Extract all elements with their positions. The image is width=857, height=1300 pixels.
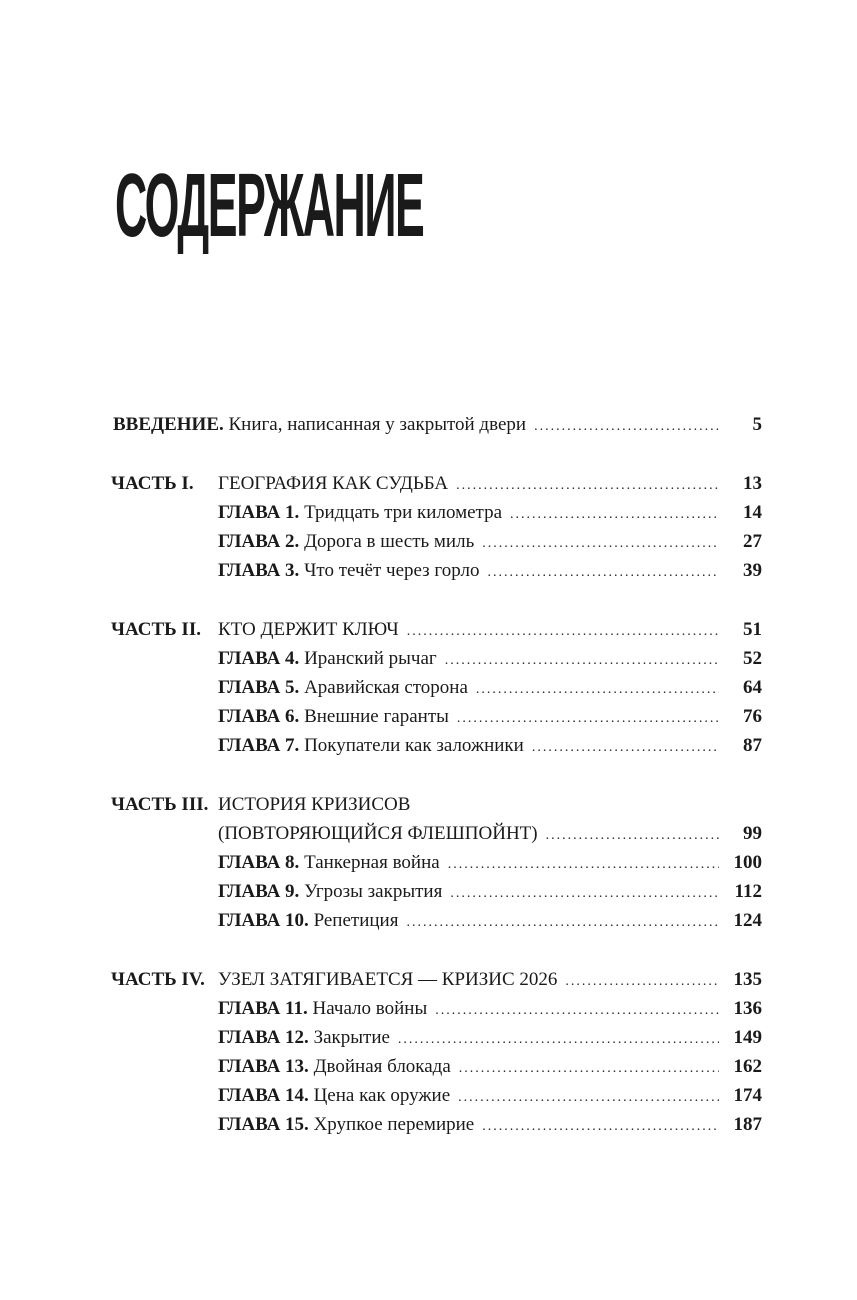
toc-row [0, 848, 857, 877]
entry-title: Аравийская сторона [304, 677, 468, 698]
toc-entry [218, 1081, 719, 1112]
entry-title: Книга, написанная у закрытой двери [228, 414, 527, 435]
toc-row [0, 994, 857, 1023]
dot-leader [482, 529, 719, 558]
toc-row [0, 1081, 857, 1110]
chapter-label: ГЛАВА 15. [218, 1114, 309, 1135]
chapter-label: ГЛАВА 7. [218, 735, 300, 756]
page-number: 112 [734, 881, 762, 902]
page-number: 99 [743, 823, 762, 844]
toc-entry [218, 906, 719, 937]
toc-row [0, 673, 857, 702]
dot-leader [398, 1025, 719, 1054]
toc-row [0, 1110, 857, 1139]
chapter-label: ГЛАВА 14. [218, 1085, 309, 1106]
entry-title: (ПОВТОРЯЮЩИЙСЯ ФЛЕШПОЙНТ) [218, 823, 538, 844]
toc-row [0, 556, 857, 585]
toc-entry [218, 702, 719, 733]
entry-text [218, 848, 448, 877]
entry-text [218, 673, 476, 702]
dot-leader [445, 646, 719, 675]
toc-row [0, 498, 857, 527]
entry-text [218, 819, 546, 848]
page-number: 64 [743, 677, 762, 698]
chapter-label: ГЛАВА 12. [218, 1027, 309, 1048]
dot-leader [448, 850, 719, 879]
dot-leader [482, 1112, 719, 1141]
entry-title: ИСТОРИЯ КРИЗИСОВ [218, 794, 411, 815]
entry-text [218, 1110, 482, 1139]
page-number: 13 [743, 473, 762, 494]
dot-leader [546, 821, 719, 850]
page-number: 187 [733, 1114, 762, 1135]
toc-entry [218, 1110, 719, 1141]
toc-entry [218, 994, 719, 1025]
dot-leader [487, 558, 719, 587]
entry-text [218, 469, 456, 498]
entry-text [218, 965, 565, 994]
toc-row [0, 965, 857, 994]
entry-text [218, 527, 482, 556]
entry-title: ГЕОГРАФИЯ КАК СУДЬБА [218, 473, 449, 494]
dot-leader [534, 412, 719, 441]
entry-title: Репетиция [313, 910, 399, 931]
part-label: ЧАСТЬ I. [111, 473, 194, 494]
toc-row [0, 469, 857, 498]
toc-entry [218, 731, 719, 762]
entry-title: Цена как оружие [313, 1085, 451, 1106]
page-number: 87 [743, 735, 762, 756]
entry-title: Хрупкое перемирие [313, 1114, 475, 1135]
chapter-label: ГЛАВА 11. [218, 998, 308, 1019]
dot-leader [459, 1054, 719, 1083]
dot-leader [407, 617, 719, 646]
entry-text [113, 410, 534, 439]
toc-entry [218, 1023, 719, 1054]
part-label: ЧАСТЬ III. [111, 794, 209, 815]
entry-title: УЗЕЛ ЗАТЯГИВАЕТСЯ — КРИЗИС 2026 [218, 969, 558, 990]
chapter-label: ГЛАВА 4. [218, 648, 300, 669]
entry-text [218, 1023, 398, 1052]
entry-title: Дорога в шесть миль [304, 531, 475, 552]
toc-entry [218, 527, 719, 558]
page-number: 135 [733, 969, 762, 990]
page-number: 162 [733, 1056, 762, 1077]
entry-text [218, 731, 532, 760]
toc-row [0, 1052, 857, 1081]
toc-entry [218, 644, 719, 675]
toc-entry [218, 790, 719, 819]
chapter-label: ВВЕДЕНИЕ. [113, 414, 224, 435]
toc-entry [218, 965, 719, 996]
toc-row [0, 410, 857, 439]
page-number: 174 [733, 1085, 762, 1106]
dot-leader [457, 704, 719, 733]
chapter-label: ГЛАВА 9. [218, 881, 300, 902]
page-number: 14 [743, 502, 762, 523]
chapter-label: ГЛАВА 2. [218, 531, 300, 552]
toc-row [0, 731, 857, 760]
entry-title: Закрытие [313, 1027, 390, 1048]
page-number: 27 [743, 531, 762, 552]
toc-entry [218, 848, 719, 879]
toc-row [0, 1023, 857, 1052]
page-number: 76 [743, 706, 762, 727]
dot-leader [565, 967, 719, 996]
entry-text [218, 702, 457, 731]
page-number: 52 [743, 648, 762, 669]
toc-row [0, 527, 857, 556]
page-number: 51 [743, 619, 762, 640]
chapter-label: ГЛАВА 6. [218, 706, 300, 727]
toc-entry [218, 615, 719, 646]
toc-row [0, 819, 857, 848]
page-number: 124 [733, 910, 762, 931]
dot-leader [458, 1083, 719, 1112]
toc-entry [218, 556, 719, 587]
entry-text [218, 1081, 458, 1110]
entry-title: Танкерная война [304, 852, 440, 873]
chapter-label: ГЛАВА 8. [218, 852, 300, 873]
page-number: 5 [752, 414, 762, 435]
page-title: СОДЕРЖАНИЕ [115, 156, 424, 257]
entry-title: Двойная блокада [313, 1056, 451, 1077]
toc-entry [218, 498, 719, 529]
toc-row [0, 702, 857, 731]
entry-text [218, 877, 450, 906]
dot-leader [435, 996, 719, 1025]
dot-leader [510, 500, 719, 529]
entry-title: Покупатели как заложники [304, 735, 524, 756]
toc-entry [218, 877, 719, 908]
part-label: ЧАСТЬ II. [111, 619, 201, 640]
entry-text [218, 498, 510, 527]
dot-leader [456, 471, 719, 500]
chapter-label: ГЛАВА 13. [218, 1056, 309, 1077]
toc-row [0, 644, 857, 673]
part-label: ЧАСТЬ IV. [111, 969, 205, 990]
dot-leader [406, 908, 719, 937]
toc-entry [218, 1052, 719, 1083]
entry-text [218, 906, 406, 935]
page-number: 136 [733, 998, 762, 1019]
toc-entry [218, 819, 719, 850]
entry-text [218, 644, 445, 673]
entry-text [218, 556, 487, 585]
entry-title: Что течёт через горло [304, 560, 480, 581]
entry-text [218, 790, 418, 819]
toc-entry [218, 469, 719, 500]
dot-leader [450, 879, 719, 908]
toc-row [0, 615, 857, 644]
entry-title: КТО ДЕРЖИТ КЛЮЧ [218, 619, 399, 640]
toc-entry [113, 410, 719, 441]
entry-text [218, 1052, 459, 1081]
chapter-label: ГЛАВА 1. [218, 502, 300, 523]
dot-leader [476, 675, 719, 704]
entry-title: Внешние гаранты [304, 706, 449, 727]
page-number: 39 [743, 560, 762, 581]
toc-row [0, 906, 857, 935]
page-number: 149 [733, 1027, 762, 1048]
chapter-label: ГЛАВА 3. [218, 560, 300, 581]
toc-entry [218, 673, 719, 704]
entry-title: Угрозы закрытия [304, 881, 443, 902]
toc-row [0, 877, 857, 906]
entry-text [218, 994, 435, 1023]
page-number: 100 [733, 852, 762, 873]
toc-row [0, 790, 857, 819]
chapter-label: ГЛАВА 5. [218, 677, 300, 698]
dot-leader [532, 733, 719, 762]
chapter-label: ГЛАВА 10. [218, 910, 309, 931]
entry-title: Начало войны [312, 998, 428, 1019]
entry-title: Иранский рычаг [304, 648, 437, 669]
entry-title: Тридцать три километра [304, 502, 503, 523]
entry-text [218, 615, 407, 644]
